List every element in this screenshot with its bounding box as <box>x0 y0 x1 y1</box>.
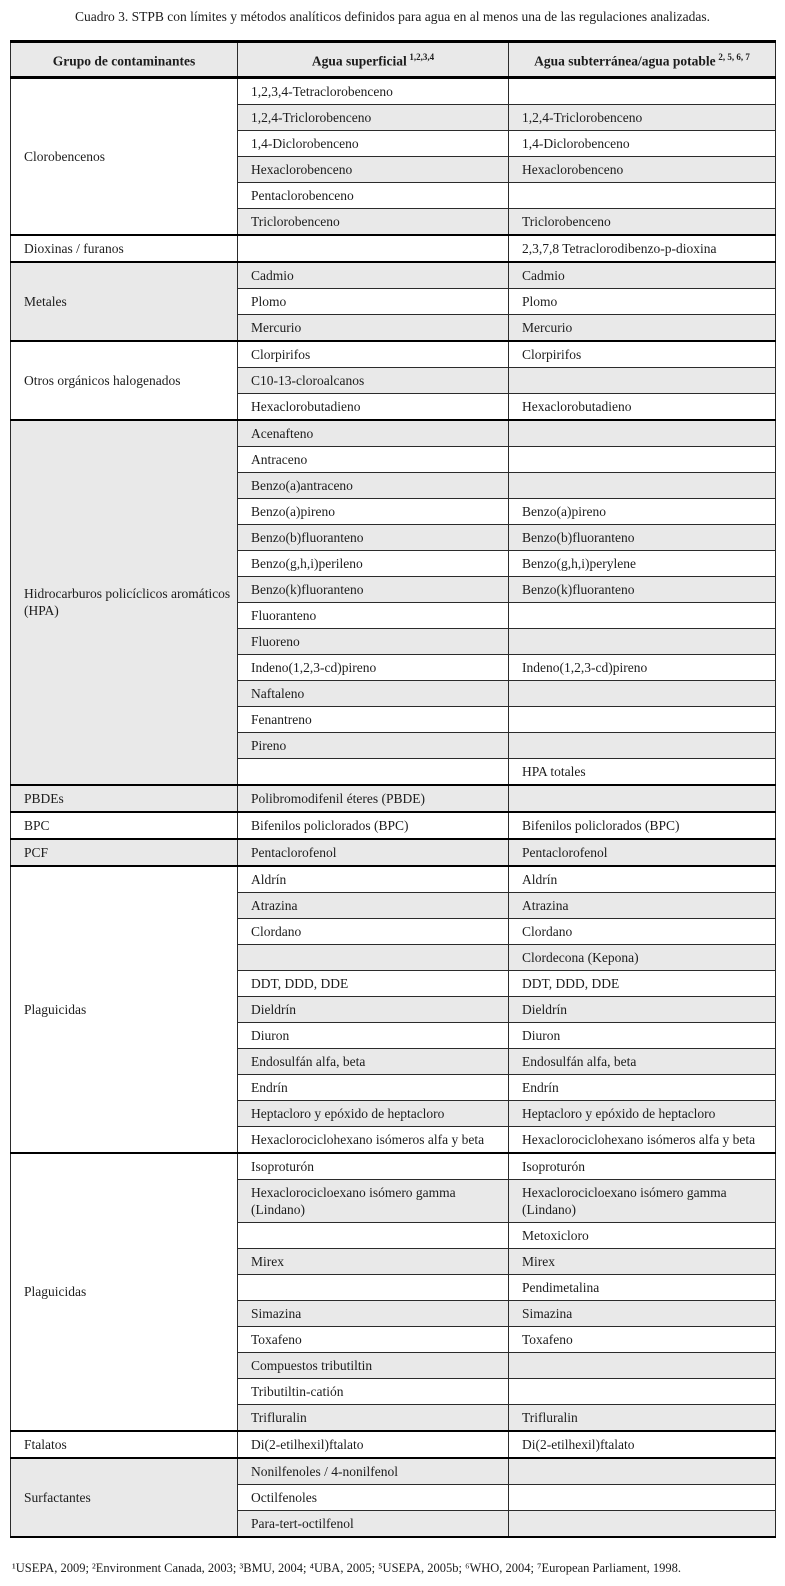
subterranea-cell: 1,4-Diclorobenceno <box>509 130 776 156</box>
subterranea-cell: Isoproturón <box>509 1153 776 1180</box>
superficial-cell: Hexaclorobutadieno <box>238 393 509 420</box>
subterranea-cell: Bifenilos policlorados (BPC) <box>509 812 776 839</box>
subterranea-cell <box>509 367 776 393</box>
subterranea-cell: Triclorobenceno <box>509 208 776 235</box>
group-cell: Plaguicidas <box>11 866 238 1153</box>
superficial-cell: Nonilfenoles / 4-nonilfenol <box>238 1458 509 1485</box>
superficial-cell: C10-13-cloroalcanos <box>238 367 509 393</box>
superficial-cell: Acenafteno <box>238 420 509 447</box>
column-header-superscript: 1,2,3,4 <box>409 52 435 62</box>
superficial-cell: Endosulfán alfa, beta <box>238 1048 509 1074</box>
table-body <box>11 77 776 1537</box>
superficial-cell: Dieldrín <box>238 996 509 1022</box>
subterranea-cell: Cadmio <box>509 262 776 289</box>
subterranea-cell <box>509 420 776 447</box>
subterranea-cell: Mirex <box>509 1248 776 1274</box>
superficial-cell: Mercurio <box>238 314 509 341</box>
subterranea-cell <box>509 1378 776 1404</box>
subterranea-cell: DDT, DDD, DDE <box>509 970 776 996</box>
superficial-cell: Clordano <box>238 918 509 944</box>
column-header-grupo <box>11 42 238 78</box>
subterranea-cell: Clordano <box>509 918 776 944</box>
table-row <box>11 262 776 289</box>
subterranea-cell: Hexaclorocicloexano isómero gamma (Lindano) <box>509 1179 776 1222</box>
superficial-cell: Endrín <box>238 1074 509 1100</box>
superficial-cell: Tributiltin-catión <box>238 1378 509 1404</box>
subterranea-cell <box>509 1484 776 1510</box>
superficial-cell: Para-tert-octilfenol <box>238 1510 509 1537</box>
subterranea-cell: Metoxicloro <box>509 1222 776 1248</box>
superficial-cell: Trifluralin <box>238 1404 509 1431</box>
superficial-cell: Atrazina <box>238 892 509 918</box>
superficial-cell: Cadmio <box>238 262 509 289</box>
group-cell: PCF <box>11 839 238 866</box>
table-row <box>11 420 776 447</box>
superficial-cell <box>238 235 509 262</box>
table-row <box>11 1431 776 1458</box>
superficial-cell: Pentaclorofenol <box>238 839 509 866</box>
superficial-cell: Benzo(g,h,i)perileno <box>238 550 509 576</box>
subterranea-cell: Simazina <box>509 1300 776 1326</box>
superficial-cell: 1,2,4-Triclorobenceno <box>238 104 509 130</box>
subterranea-cell: Pendimetalina <box>509 1274 776 1300</box>
group-cell: Otros orgánicos halogenados <box>11 341 238 420</box>
superficial-cell: Diuron <box>238 1022 509 1048</box>
table-row <box>11 77 776 104</box>
superficial-cell <box>238 1274 509 1300</box>
subterranea-cell: Di(2-etilhexil)ftalato <box>509 1431 776 1458</box>
table-row <box>11 812 776 839</box>
column-header-label: Agua subterránea/agua potable <box>534 53 716 69</box>
group-cell: Hidrocarburos policíclicos aromáticos (HPA) <box>11 420 238 785</box>
subterranea-cell <box>509 1352 776 1378</box>
group-cell: PBDEs <box>11 785 238 812</box>
subterranea-cell <box>509 680 776 706</box>
subterranea-cell <box>509 628 776 654</box>
subterranea-cell: Mercurio <box>509 314 776 341</box>
group-cell: Ftalatos <box>11 1431 238 1458</box>
superficial-cell: Heptacloro y epóxido de heptacloro <box>238 1100 509 1126</box>
subterranea-cell: Diuron <box>509 1022 776 1048</box>
superficial-cell: 1,2,3,4-Tetraclorobenceno <box>238 77 509 104</box>
superficial-cell: Benzo(b)fluoranteno <box>238 524 509 550</box>
subterranea-cell: Indeno(1,2,3-cd)pireno <box>509 654 776 680</box>
subterranea-cell: Benzo(k)fluoranteno <box>509 576 776 602</box>
subterranea-cell: Dieldrín <box>509 996 776 1022</box>
superficial-cell: Isoproturón <box>238 1153 509 1180</box>
subterranea-cell <box>509 1510 776 1537</box>
superficial-cell: Toxafeno <box>238 1326 509 1352</box>
subterranea-cell: Heptacloro y epóxido de heptacloro <box>509 1100 776 1126</box>
subterranea-cell: HPA totales <box>509 758 776 785</box>
superficial-cell: Di(2-etilhexil)ftalato <box>238 1431 509 1458</box>
superficial-cell: Triclorobenceno <box>238 208 509 235</box>
superficial-cell <box>238 944 509 970</box>
table-row <box>11 1458 776 1485</box>
table-caption: Cuadro 3. STPB con límites y métodos analíticos definidos para agua en al menos una de las regulaciones analizadas. <box>74 9 711 24</box>
subterranea-cell <box>509 77 776 104</box>
subterranea-cell: Benzo(a)pireno <box>509 498 776 524</box>
subterranea-cell: Benzo(b)fluoranteno <box>509 524 776 550</box>
column-header-agua-superficial <box>238 42 509 78</box>
column-header-label: Grupo de contaminantes <box>52 53 196 69</box>
subterranea-cell: Aldrín <box>509 866 776 893</box>
group-cell: BPC <box>11 812 238 839</box>
superficial-cell: Naftaleno <box>238 680 509 706</box>
superficial-cell: Plomo <box>238 288 509 314</box>
subterranea-cell: Clordecona (Kepona) <box>509 944 776 970</box>
column-header-label: Agua superficial <box>311 53 407 69</box>
group-cell: Metales <box>11 262 238 341</box>
subterranea-cell: Clorpirifos <box>509 341 776 368</box>
superficial-cell: Hexaclorocicloexano isómero gamma (Lindano) <box>238 1179 509 1222</box>
subterranea-cell <box>509 1458 776 1485</box>
subterranea-cell <box>509 602 776 628</box>
subterranea-cell: 1,2,4-Triclorobenceno <box>509 104 776 130</box>
subterranea-cell: Toxafeno <box>509 1326 776 1352</box>
subterranea-cell <box>509 446 776 472</box>
superficial-cell: Hexaclorociclohexano isómeros alfa y beta <box>238 1126 509 1153</box>
subterranea-cell: 2,3,7,8 Tetraclorodibenzo-p-dioxina <box>509 235 776 262</box>
superficial-cell: Benzo(k)fluoranteno <box>238 576 509 602</box>
table-row <box>11 866 776 893</box>
subterranea-cell: Endosulfán alfa, beta <box>509 1048 776 1074</box>
subterranea-cell <box>509 706 776 732</box>
superficial-cell: Hexaclorobenceno <box>238 156 509 182</box>
footnote: ¹USEPA, 2009; ²Environment Canada, 2003; ³BMU, 2004; ⁴UBA, 2005; ⁵USEPA, 2005b; ⁶WHO, 2004; ⁷European Parliament, 1998. <box>12 1560 682 1575</box>
superficial-cell: Antraceno <box>238 446 509 472</box>
superficial-cell: Fluoreno <box>238 628 509 654</box>
group-cell: Plaguicidas <box>11 1153 238 1431</box>
subterranea-cell <box>509 785 776 812</box>
superficial-cell: Bifenilos policlorados (BPC) <box>238 812 509 839</box>
group-cell: Clorobencenos <box>11 77 238 235</box>
subterranea-cell: Endrín <box>509 1074 776 1100</box>
group-cell: Surfactantes <box>11 1458 238 1537</box>
superficial-cell: Pentaclorobenceno <box>238 182 509 208</box>
table-row <box>11 1153 776 1180</box>
subterranea-cell <box>509 182 776 208</box>
subterranea-cell: Pentaclorofenol <box>509 839 776 866</box>
contaminants-table <box>10 40 776 1538</box>
superficial-cell: Octilfenoles <box>238 1484 509 1510</box>
subterranea-cell: Hexaclorociclohexano isómeros alfa y beta <box>509 1126 776 1153</box>
subterranea-cell: Atrazina <box>509 892 776 918</box>
superficial-cell <box>238 1222 509 1248</box>
superficial-cell: Aldrín <box>238 866 509 893</box>
subterranea-cell: Trifluralin <box>509 1404 776 1431</box>
superficial-cell: Polibromodifenil éteres (PBDE) <box>238 785 509 812</box>
superficial-cell: DDT, DDD, DDE <box>238 970 509 996</box>
superficial-cell: Benzo(a)pireno <box>238 498 509 524</box>
superficial-cell <box>238 758 509 785</box>
subterranea-cell: Hexaclorobutadieno <box>509 393 776 420</box>
group-cell: Dioxinas / furanos <box>11 235 238 262</box>
column-header-agua-subterranea <box>509 42 776 78</box>
superficial-cell: Fluoranteno <box>238 602 509 628</box>
subterranea-cell: Benzo(g,h,i)perylene <box>509 550 776 576</box>
table-header <box>11 42 776 78</box>
subterranea-cell <box>509 472 776 498</box>
subterranea-cell: Plomo <box>509 288 776 314</box>
superficial-cell: Fenantreno <box>238 706 509 732</box>
subterranea-cell: Hexaclorobenceno <box>509 156 776 182</box>
table-row <box>11 839 776 866</box>
superficial-cell: Benzo(a)antraceno <box>238 472 509 498</box>
table-row <box>11 785 776 812</box>
superficial-cell: Simazina <box>238 1300 509 1326</box>
superficial-cell: Mirex <box>238 1248 509 1274</box>
table-row <box>11 235 776 262</box>
table-row <box>11 341 776 368</box>
superficial-cell: 1,4-Diclorobenceno <box>238 130 509 156</box>
superficial-cell: Indeno(1,2,3-cd)pireno <box>238 654 509 680</box>
column-header-superscript: 2, 5, 6, 7 <box>718 52 750 62</box>
header-row <box>11 42 776 78</box>
superficial-cell: Compuestos tributiltin <box>238 1352 509 1378</box>
superficial-cell: Pireno <box>238 732 509 758</box>
superficial-cell: Clorpirifos <box>238 341 509 368</box>
subterranea-cell <box>509 732 776 758</box>
